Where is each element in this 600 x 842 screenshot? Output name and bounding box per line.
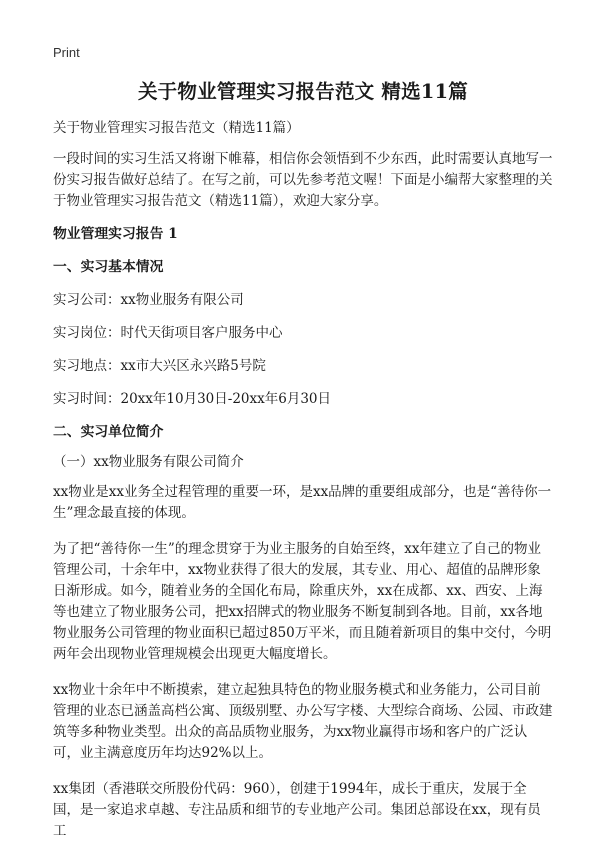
body-paragraph: xx物业十余年中不断摸索，建立起独具特色的物业服务模式和业务能力，公司目前管理的业态已涵盖高档公寓、顶级别墅、办公写字楼、大型综合商场、公园、市政建筑等多种物业类型。出众的高品质物业服务，为xx物业赢得市场和客户的广泛认可，业主满意度历年均达92%以上。 — [53, 682, 553, 761]
internship-company: 实习公司：xx物业服务有限公司 — [53, 292, 244, 308]
report-heading: 物业管理实习报告 1 — [53, 226, 178, 242]
internship-period: 实习时间：20xx年10月30日-20xx年6月30日 — [53, 391, 331, 407]
body-paragraph: xx物业是xx业务全过程管理的重要一环，是xx品牌的重要组成部分，也是“善待你一生”理念最直接的体现。 — [53, 484, 552, 521]
intro-paragraph: 一段时间的实习生活又将谢下帷幕，相信你会领悟到不少东西，此时需要认真地写一份实习报告做好总结了。在写之前，可以先参考范文喔！下面是小编帮大家整理的关于物业管理实习报告范文（精选11篇），欢迎大家分享。 — [53, 151, 553, 209]
document-page — [53, 78, 553, 842]
document-title: 关于物业管理实习报告范文 精选11篇 — [137, 80, 469, 103]
section-heading-unit-intro: 二、实习单位简介 — [53, 424, 164, 440]
internship-position: 实习岗位：时代天街项目客户服务中心 — [53, 325, 283, 341]
subsection-heading-company-intro: （一）xx物业服务有限公司简介 — [53, 454, 244, 470]
document-subtitle: 关于物业管理实习报告范文（精选11篇） — [53, 120, 300, 136]
internship-location: 实习地点：xx市大兴区永兴路5号院 — [53, 358, 266, 374]
body-paragraph: xx集团（香港联交所股份代码：960），创建于1994年，成长于重庆，发展于全国，是一家追求卓越、专注品质和细节的专业地产公司。集团总部设在xx，现有员工 — [53, 781, 541, 839]
body-paragraph: 为了把“善待你一生”的理念贯穿于为业主服务的自始至终，xx年建立了自己的物业管理公司，十余年中，xx物业获得了很大的发展，其专业、用心、超值的品牌形象日渐形成。如今，随着业务的全国化布局，除重庆外，xx在成都、xx、西安、上海等也建立了物业服务公司，把xx招牌式的物业服务不断复制到各地。目前，xx各地物业服务公司管理的物业面积已超过850万平米，而且随着新项目的集中交付，今明两年会出现物业管理规模会出现更大幅度增长。 — [53, 541, 552, 662]
section-heading-basic-info: 一、实习基本情况 — [53, 259, 164, 275]
print-link[interactable]: Print — [53, 45, 80, 60]
